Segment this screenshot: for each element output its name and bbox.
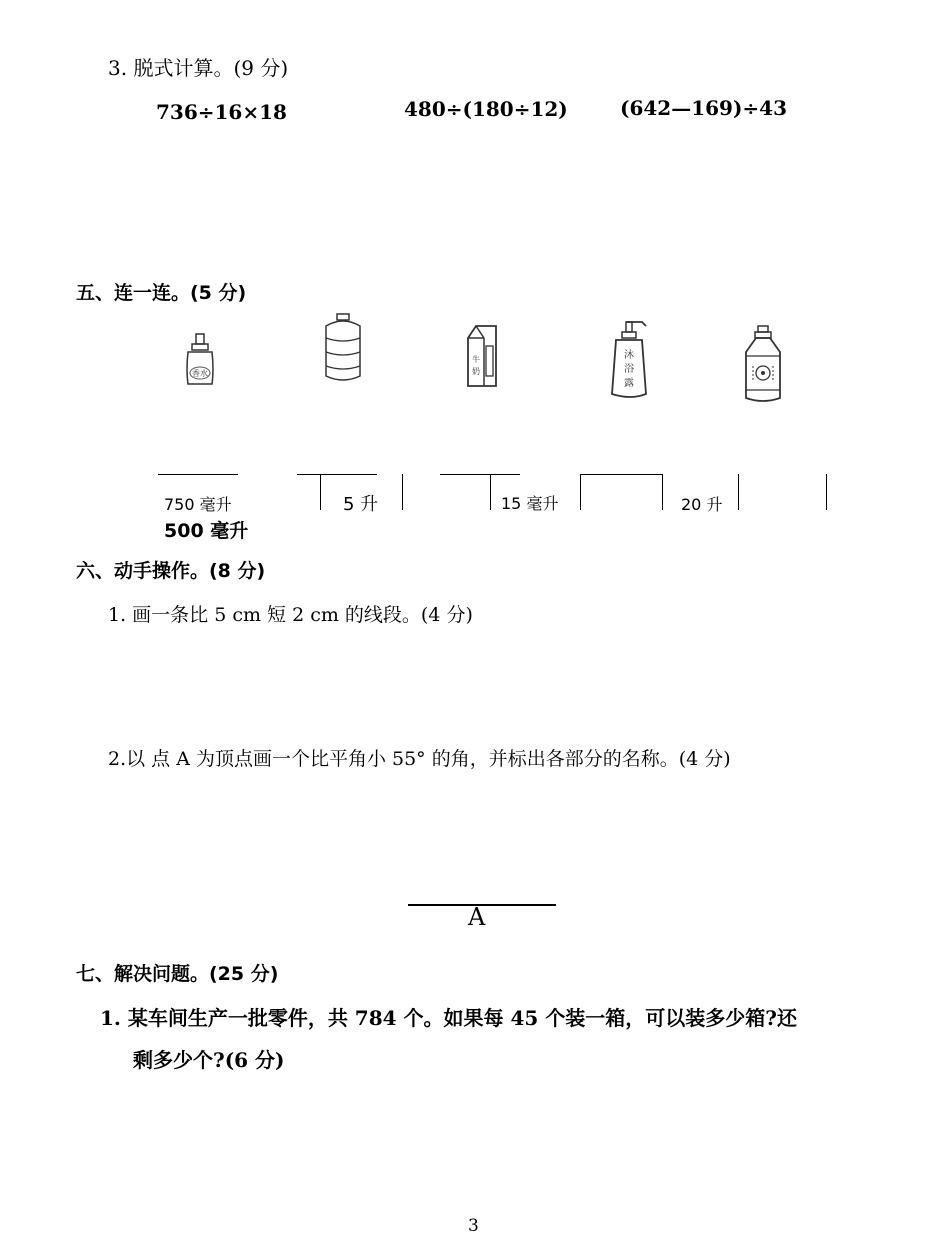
question-6-2: 2.以 点 A 为顶点画一个比平角小 55° 的角，并标出各部分的名称。(4 分) (108, 748, 731, 770)
milk-carton-icon (462, 322, 502, 392)
box-line (440, 474, 520, 475)
page-number: 3 (468, 1216, 479, 1236)
water-jug-icon (320, 312, 366, 384)
section7-title: 七、解决问题。(25 分) (76, 963, 279, 985)
capacity-label: 20 升 (681, 495, 723, 514)
svg-text:香水: 香水 (192, 369, 208, 378)
box-line (826, 474, 827, 510)
question-6-1: 1. 画一条比 5 cm 短 2 cm 的线段。(4 分) (108, 604, 473, 626)
capacity-label: 5 升 (343, 494, 379, 515)
expression-3: (642—169)÷43 (620, 96, 788, 120)
box-line (662, 474, 663, 510)
box-line (320, 474, 321, 510)
section5-title: 五、连一连。(5 分) (76, 282, 247, 304)
svg-text:奶: 奶 (472, 367, 480, 376)
capacity-label: 500 毫升 (164, 520, 249, 542)
question-7-1-line2: 剩多少个?(6 分) (133, 1048, 285, 1072)
expression-1: 736÷16×18 (156, 100, 287, 124)
svg-text:牛: 牛 (472, 355, 480, 364)
perfume-bottle-icon (180, 330, 220, 390)
box-line (738, 474, 739, 510)
box-line (490, 474, 491, 510)
point-a-label: A (468, 903, 486, 931)
capacity-label: 750 毫升 (164, 495, 232, 514)
box-line (402, 474, 403, 510)
box-line (580, 474, 662, 475)
box-line (580, 474, 581, 510)
svg-text:浴: 浴 (624, 364, 634, 375)
box-line (158, 474, 238, 475)
expression-2: 480÷(180÷12) (404, 97, 568, 121)
svg-text:露: 露 (624, 378, 634, 389)
question-7-1-line1: 1. 某车间生产一批零件，共 784 个。如果每 45 个装一箱，可以装多少箱?还 (100, 1006, 797, 1030)
section3-title: 3. 脱式计算。(9 分) (108, 56, 289, 80)
box-line (297, 474, 377, 475)
section6-title: 六、动手操作。(8 分) (76, 560, 266, 582)
svg-text:沐: 沐 (624, 350, 634, 361)
body-wash-bottle-icon (606, 320, 656, 402)
oil-bottle-icon (742, 324, 784, 406)
capacity-label: 15 毫升 (501, 494, 559, 513)
